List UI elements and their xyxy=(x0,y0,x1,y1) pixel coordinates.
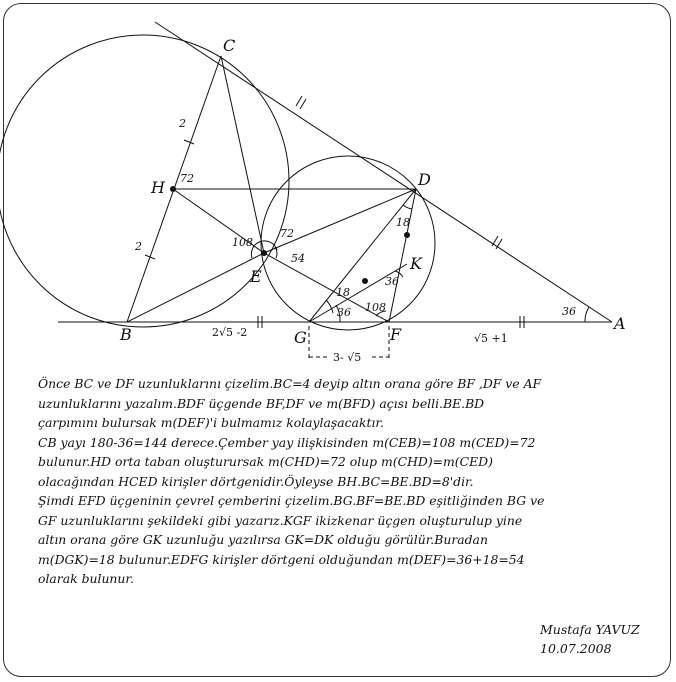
length-label-gf: 3- √5 xyxy=(333,351,362,364)
solution-line: uzunluklarını yazalım.BDF üçgende BF,DF ve m(BFD) açısı belli.BE.BD xyxy=(38,395,485,411)
tick-cd-1 xyxy=(296,96,302,106)
segment-gd xyxy=(309,189,416,322)
label-point-f: F xyxy=(390,325,402,344)
label-point-k: K xyxy=(410,254,422,273)
label-point-b: B xyxy=(120,325,132,344)
signature-date: 10.07.2008 xyxy=(540,641,612,656)
solution-line: çarpımını bulursak m(DEF)'i bulmamız kolaylaşacaktır. xyxy=(38,415,384,430)
length-label-hb: 2 xyxy=(135,240,142,253)
signature-block xyxy=(540,620,640,658)
tick-ch xyxy=(184,140,194,144)
angle-label-g-36: 36 xyxy=(337,306,351,319)
solution-line: olacağından HCED kirişler dörtgenidir.Öyleyse BH.BC=BE.BD=8'dir. xyxy=(38,473,474,489)
solution-line: m(DGK)=18 bulunur.EDFG kirişler dörtgeni olduğundan m(DEF)=36+18=54 xyxy=(38,551,525,567)
angle-label-a: 36 xyxy=(562,305,576,318)
dot-h xyxy=(170,186,176,192)
angle-label-e-54: 54 xyxy=(291,252,305,265)
angle-label-e-108: 108 xyxy=(232,236,253,249)
length-label-ch: 2 xyxy=(179,117,186,130)
arc-angle-a xyxy=(585,307,589,322)
segment-ce xyxy=(221,56,264,253)
solution-line: bulunur.HD orta taban oluşturursak m(CHD)=72 olup m(CHD)=m(CED) xyxy=(38,454,493,469)
label-point-a: A xyxy=(614,314,626,333)
segment-gk xyxy=(309,264,407,322)
angle-label-f: 108 xyxy=(365,301,386,314)
label-point-d: D xyxy=(418,170,431,189)
dot-k xyxy=(404,232,410,238)
solution-line: Şimdi EFD üçgeninin çevrel çemberini çizelim.BG.BF=BE.BD eşitliğinden BG ve xyxy=(38,493,545,508)
label-point-g: G xyxy=(294,328,307,347)
angle-label-e-72: 72 xyxy=(280,227,294,240)
angle-label-g-18: 18 xyxy=(336,286,350,299)
solution-line: Önce BC ve DF uzunluklarını çizelim.BC=4 deyip altın orana göre BF ,DF ve AF xyxy=(38,376,542,391)
segment-ed xyxy=(264,189,416,253)
solution-line: altın orana göre GK uzunluğu yazılırsa GK=DK olduğu görülür.Buradan xyxy=(38,532,488,547)
solution-line: GF uzunluklarını şekildeki gibi yazarız.KGF ikizkenar üçgen oluşturulup yine xyxy=(38,512,523,528)
angle-label-h: 72 xyxy=(180,172,194,185)
arc-angle-d xyxy=(403,205,412,209)
dot-e xyxy=(261,250,267,256)
label-point-e: E xyxy=(250,267,262,286)
solution-line: CB yayı 180-36=144 derece.Çember yay ilişkisinden m(CEB)=108 m(CED)=72 xyxy=(38,434,536,450)
solution-text xyxy=(38,374,648,589)
tick-cd-2 xyxy=(300,99,306,109)
tick-da-1 xyxy=(492,236,498,246)
solution-line: olarak bulunur. xyxy=(38,571,134,586)
dot-gk-mid xyxy=(362,278,368,284)
label-point-h: H xyxy=(151,178,165,197)
angle-label-k: 36 xyxy=(385,275,399,288)
circle-bce xyxy=(0,35,289,327)
angle-label-d: 18 xyxy=(396,216,410,229)
label-point-c: C xyxy=(223,36,236,55)
length-label-bg: 2√5 -2 xyxy=(212,326,248,339)
author-name: Mustafa YAVUZ xyxy=(540,622,640,637)
length-label-fa: √5 +1 xyxy=(474,332,508,345)
